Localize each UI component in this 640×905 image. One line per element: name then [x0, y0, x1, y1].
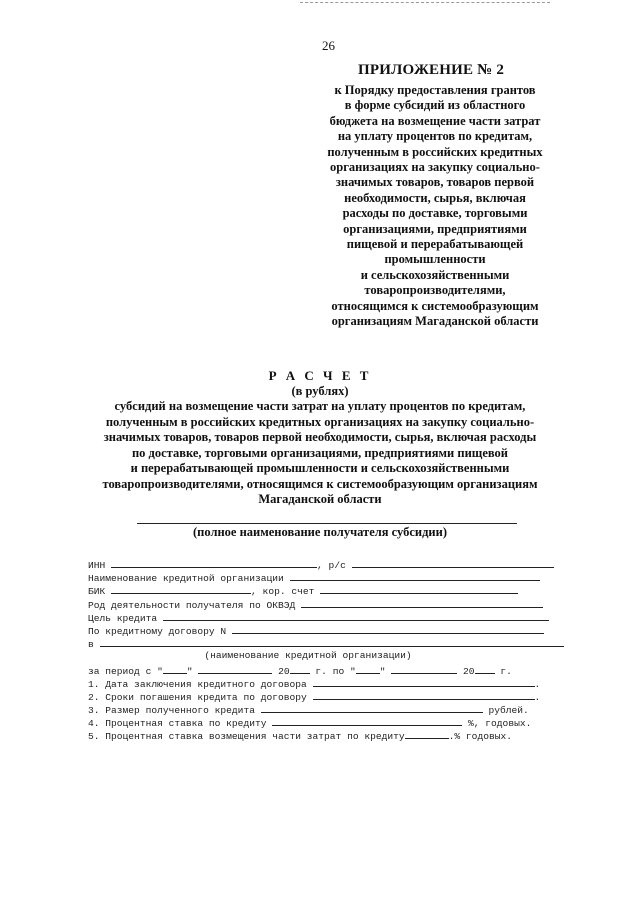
appendix-line: полученным в российских кредитных: [327, 144, 543, 159]
appendix-line: товаропроизводителями,: [364, 283, 506, 298]
calculation-heading: [0, 368, 640, 508]
page-number: 26: [322, 38, 335, 53]
period-from-month-field[interactable]: [198, 663, 272, 674]
lender-field[interactable]: [100, 636, 564, 647]
contract-number-field[interactable]: [232, 623, 544, 634]
bank-in-row: [88, 636, 568, 649]
contract-row: [88, 623, 568, 636]
bik-label: БИК: [88, 586, 106, 598]
contract-label: По кредитному договору N: [88, 625, 227, 637]
appendix-line: относящимся к системообразующим: [331, 298, 539, 313]
year-prefix: 20: [278, 665, 290, 677]
inn-field[interactable]: [111, 557, 317, 568]
inn-label: ИНН: [88, 560, 106, 571]
calculation-line: товаропроизводителями, относящимся к системообразующим организациям: [102, 476, 538, 491]
recipient-caption: (полное наименование получателя субсидии): [193, 525, 447, 539]
period-mark: .: [534, 678, 541, 690]
bik-row: [88, 583, 568, 596]
year-suffix: г.: [500, 665, 512, 677]
appendix-line: организациях на закупку социально-: [330, 160, 540, 175]
appendix-line: в форме субсидий из областного: [344, 98, 526, 113]
appendix-title: ПРИЛОЖЕНИЕ № 2: [358, 62, 505, 78]
period-mark: .: [534, 691, 541, 703]
appendix-line: бюджета на возмещение части затрат: [329, 113, 541, 128]
item-3-label: 3. Размер полученного кредита: [88, 705, 255, 717]
appendix-line: на уплату процентов по кредитам,: [337, 129, 533, 144]
calculation-units: (в рублях): [291, 383, 349, 398]
item-3-row: [88, 702, 568, 715]
activity-row: [88, 597, 568, 610]
calculation-line: значимых товаров, товаров первой необходимости, сырья, включая расходы: [103, 430, 537, 444]
inn-row: [88, 557, 568, 570]
activity-field[interactable]: [301, 597, 543, 608]
appendix-line: промышленности: [384, 252, 486, 267]
item-4-unit: %, годовых.: [468, 718, 532, 730]
item-1-row: [88, 676, 568, 689]
activity-label: Род деятельности получателя по ОКВЭД: [88, 599, 296, 611]
purpose-label: Цель кредита: [88, 612, 158, 624]
item-4-row: [88, 715, 568, 728]
calculation-line: и перерабатывающей промышленности и сельскохозяйственными: [130, 461, 510, 475]
calculation-line: субсидий на возмещение части затрат на уплату процентов по кредитам,: [114, 399, 526, 413]
appendix-line: необходимости, сырья, включая: [344, 190, 526, 205]
purpose-field[interactable]: [163, 610, 549, 621]
corr-account-field[interactable]: [320, 583, 518, 594]
bank-name-row: [88, 570, 568, 583]
appendix-line: значимых товаров, товаров первой: [335, 175, 535, 190]
calculation-title: Р А С Ч Е Т: [268, 368, 372, 383]
calculation-line: Магаданской области: [258, 492, 382, 506]
purpose-row: [88, 610, 568, 623]
item-2-row: [88, 689, 568, 702]
bank-name-label: Наименование кредитной организации: [88, 573, 284, 585]
contract-date-field[interactable]: [313, 676, 535, 687]
period-row: [88, 663, 568, 676]
item-5-label: 5. Процентная ставка возмещения части затрат по кредиту: [88, 731, 405, 743]
bank-name-field[interactable]: [290, 570, 540, 581]
item-2-label: 2. Сроки погашения кредита по договору: [88, 691, 307, 703]
corr-account-label: , кор. счет: [251, 586, 315, 598]
calculation-line: полученным в российских кредитных организациях на закупку социально-: [105, 414, 535, 429]
period-to-label: г. по ": [315, 665, 356, 677]
quote-mark: ": [379, 665, 386, 677]
bik-field[interactable]: [111, 583, 251, 594]
account-field[interactable]: [352, 557, 554, 568]
item-5-unit: .% годовых.: [448, 731, 512, 743]
period-to-month-field[interactable]: [391, 663, 457, 674]
recipient-name-field[interactable]: [137, 523, 517, 524]
period-from-year-field[interactable]: [290, 663, 310, 674]
bank-caption: (наименование кредитной организации): [204, 650, 412, 662]
item-4-label: 4. Процентная ставка по кредиту: [88, 718, 267, 730]
bank-caption-row: [88, 649, 528, 662]
top-edge-line: [300, 2, 550, 3]
compensation-rate-field[interactable]: [405, 728, 449, 739]
appendix-line: организациями, предприятиями: [343, 221, 527, 236]
appendix-line: расходы по доставке, торговыми: [342, 206, 528, 221]
appendix-line: пищевой и перерабатывающей: [346, 237, 524, 252]
appendix-line: к Порядку предоставления грантов: [334, 83, 536, 97]
item-1-label: 1. Дата заключения кредитного договора: [88, 678, 307, 690]
period-to-year-field[interactable]: [475, 663, 495, 674]
appendix-line: организациям Магаданской области: [331, 314, 539, 329]
year-prefix: 20: [463, 665, 475, 677]
loan-amount-field[interactable]: [261, 702, 483, 713]
appendix-line: и сельскохозяйственными: [360, 267, 510, 282]
item-3-unit: рублей.: [488, 705, 529, 717]
period-from-day-field[interactable]: [163, 663, 187, 674]
quote-mark: ": [186, 665, 193, 677]
subsidy-form: [88, 557, 568, 742]
repayment-terms-field[interactable]: [313, 689, 535, 700]
interest-rate-field[interactable]: [272, 715, 462, 726]
item-5-row: [88, 728, 568, 741]
period-to-day-field[interactable]: [356, 663, 380, 674]
in-label: в: [88, 639, 94, 651]
period-from-label: за период с ": [88, 665, 163, 677]
calculation-line: по доставке, торговыми организациями, предприятиями пищевой: [131, 445, 508, 460]
account-label: , р/с: [317, 560, 346, 571]
appendix-description: [300, 83, 570, 330]
